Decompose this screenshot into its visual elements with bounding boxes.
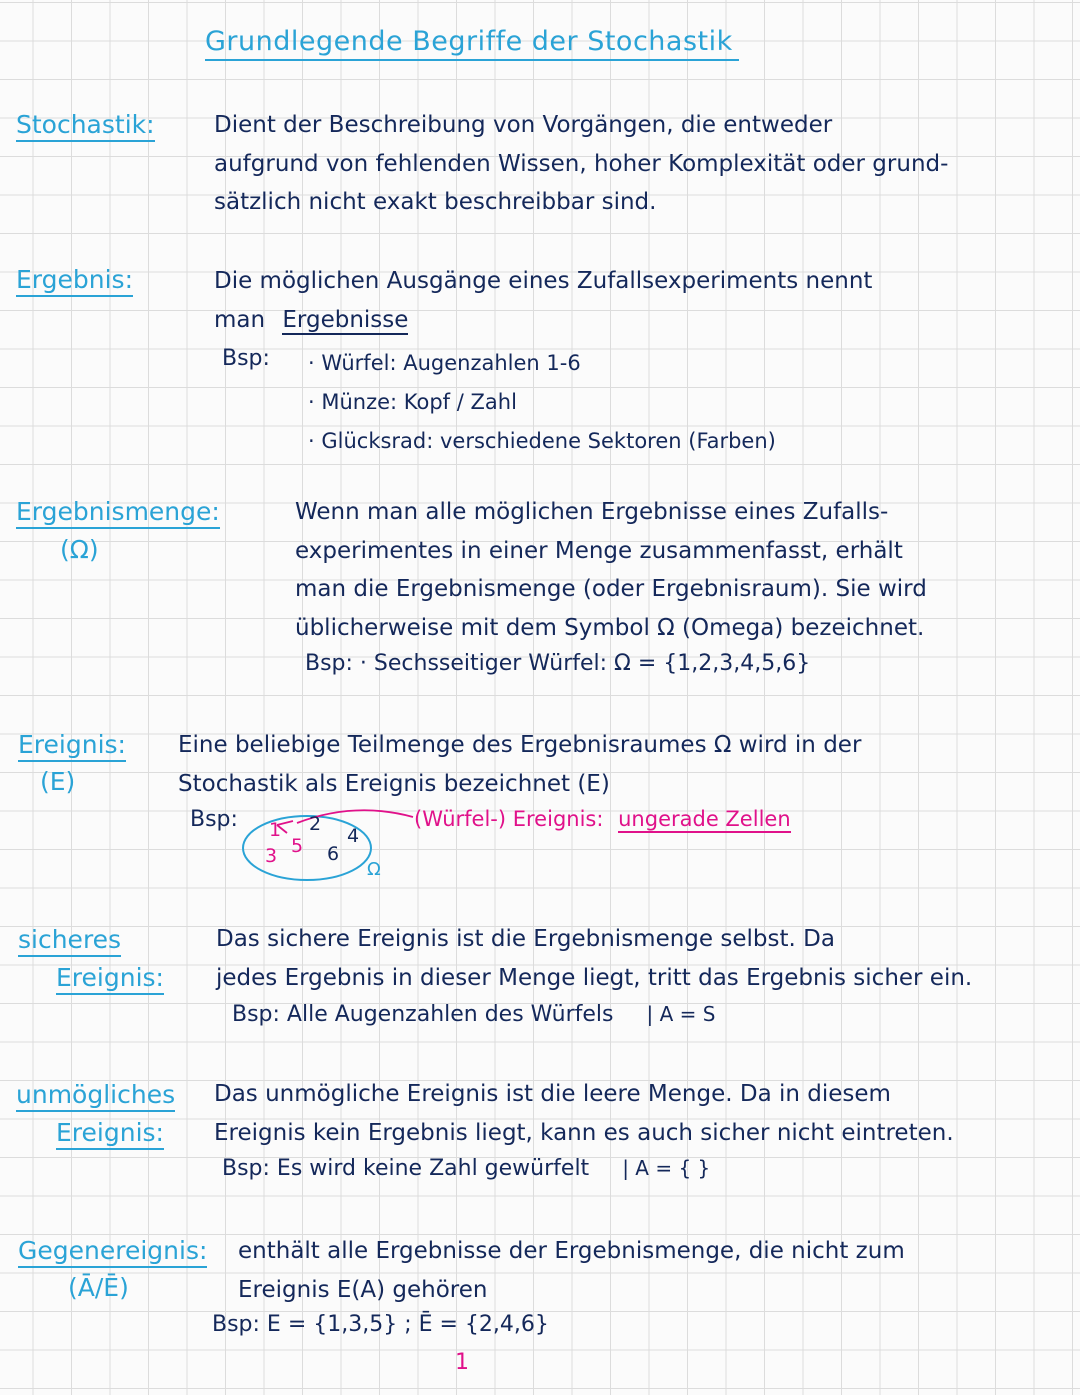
ergebnismenge-bsp: Bsp: · Sechsseitiger Würfel: Ω = {1,2,3,4,5,6} bbox=[305, 651, 811, 676]
text-line: Eine beliebige Teilmenge des Ergebnisraumes Ω wird in der bbox=[178, 732, 862, 758]
set-element-even: 2 bbox=[309, 813, 322, 835]
text-line: enthält alle Ergebnisse der Ergebnismenge, die nicht zum bbox=[238, 1238, 905, 1264]
term-sicheres-ereignis-label: Ereignis: bbox=[56, 963, 164, 995]
list-item: · Glücksrad: verschiedene Sektoren (Farben) bbox=[308, 429, 776, 453]
term-ergebnismenge bbox=[16, 497, 220, 526]
text-line: Stochastik als Ereignis bezeichnet (E) bbox=[178, 770, 610, 797]
term-unmoegliches-ereignis bbox=[56, 1118, 164, 1147]
ergebnis-bsp-label: Bsp: bbox=[222, 346, 270, 371]
set-element-odd: 1 bbox=[269, 819, 282, 841]
sicher-bsp bbox=[232, 1002, 715, 1027]
term-unmoegliches bbox=[16, 1080, 175, 1109]
list-item: · Münze: Kopf / Zahl bbox=[308, 390, 517, 414]
text-line: Die möglichen Ausgänge eines Zufallsexperiments nennt bbox=[214, 268, 873, 294]
set-element-even: 4 bbox=[347, 825, 360, 847]
symbol-omega: (Ω) bbox=[60, 535, 99, 564]
term-gegenereignis-label: Gegenereignis: bbox=[18, 1236, 207, 1268]
term-sicheres bbox=[18, 925, 121, 954]
term-ereignis-label: Ereignis: bbox=[18, 730, 126, 762]
term-stochastik-label: Stochastik: bbox=[16, 110, 155, 142]
text-line bbox=[214, 301, 872, 340]
term-ergebnismenge-label: Ergebnismenge: bbox=[16, 497, 220, 529]
text-line: jedes Ergebnis in dieser Menge liegt, tritt das Ergebnis sicher ein. bbox=[216, 964, 973, 991]
stochastik-definition bbox=[214, 106, 948, 222]
ereignis-annotation bbox=[414, 807, 791, 831]
annotation-prefix: (Würfel-) Ereignis: bbox=[414, 807, 604, 831]
page-number: 1 bbox=[455, 1350, 469, 1375]
term-gegenereignis bbox=[18, 1236, 207, 1265]
symbol-gegenereignis: (Ā/Ē) bbox=[68, 1273, 129, 1302]
set-element-odd: 5 bbox=[291, 835, 304, 857]
term-ereignis bbox=[18, 730, 126, 759]
bsp-note: | A = { } bbox=[622, 1156, 711, 1180]
text-line: Das sichere Ereignis ist die Ergebnismenge selbst. Da bbox=[216, 926, 835, 952]
text-line: Ereignis E(A) gehören bbox=[238, 1276, 488, 1303]
bsp-text: Bsp: Alle Augenzahlen des Würfels bbox=[232, 1002, 614, 1027]
omega-label: Ω bbox=[367, 859, 381, 880]
omega-set-diagram bbox=[235, 805, 435, 890]
text-line: aufgrund von fehlenden Wissen, hoher Komplexität oder grund- bbox=[214, 150, 949, 177]
set-element-even: 6 bbox=[327, 843, 340, 865]
text-line: Ereignis kein Ergebnis liegt, kann es auch sicher nicht eintreten. bbox=[214, 1119, 954, 1146]
gegenereignis-definition bbox=[238, 1232, 905, 1309]
sicher-definition bbox=[216, 920, 972, 997]
text-fragment: man bbox=[214, 306, 266, 333]
term-unmoegliches-label: unmögliches bbox=[16, 1080, 175, 1112]
annotation-value: ungerade Zellen bbox=[618, 807, 791, 831]
unmoeglich-definition bbox=[214, 1075, 954, 1152]
term-ergebnis-label: Ergebnis: bbox=[16, 265, 133, 297]
symbol-e: (E) bbox=[40, 767, 76, 796]
ereignis-definition bbox=[178, 726, 861, 803]
text-line: Wenn man alle möglichen Ergebnisse eines Zufalls- bbox=[295, 499, 889, 525]
text-line: Das unmögliche Ereignis ist die leere Menge. Da in diesem bbox=[214, 1081, 891, 1107]
list-item: · Würfel: Augenzahlen 1-6 bbox=[308, 351, 581, 375]
page-title: Grundlegende Begriffe der Stochastik bbox=[205, 26, 739, 61]
ergebnismenge-definition bbox=[295, 493, 927, 647]
ergebnis-examples bbox=[308, 344, 776, 461]
set-element-odd: 3 bbox=[265, 845, 278, 867]
text-line: Dient der Beschreibung von Vorgängen, die entweder bbox=[214, 112, 833, 138]
term-unmoegliches-ereignis-label: Ereignis: bbox=[56, 1118, 164, 1150]
keyword-ergebnisse: Ergebnisse bbox=[282, 306, 409, 333]
bsp-note: | A = S bbox=[646, 1002, 716, 1026]
term-sicheres-label: sicheres bbox=[18, 925, 121, 957]
ereignis-bsp-label: Bsp: bbox=[190, 807, 238, 832]
text-line: sätzlich nicht exakt beschreibbar sind. bbox=[214, 189, 657, 215]
text-line: üblicherweise mit dem Symbol Ω (Omega) bezeichnet. bbox=[295, 614, 925, 641]
term-ergebnis bbox=[16, 265, 133, 294]
text-line: experimentes in einer Menge zusammenfasst, erhält bbox=[295, 537, 903, 564]
term-stochastik bbox=[16, 110, 155, 139]
ergebnis-definition bbox=[214, 262, 872, 339]
bsp-text: Bsp: Es wird keine Zahl gewürfelt bbox=[222, 1156, 590, 1181]
unmoeglich-bsp bbox=[222, 1156, 710, 1181]
term-sicheres-ereignis bbox=[56, 963, 164, 992]
gegenereignis-bsp: Bsp: E = {1,3,5} ; Ē = {2,4,6} bbox=[212, 1312, 549, 1337]
text-line: man die Ergebnismenge (oder Ergebnisraum). Sie wird bbox=[295, 576, 927, 602]
